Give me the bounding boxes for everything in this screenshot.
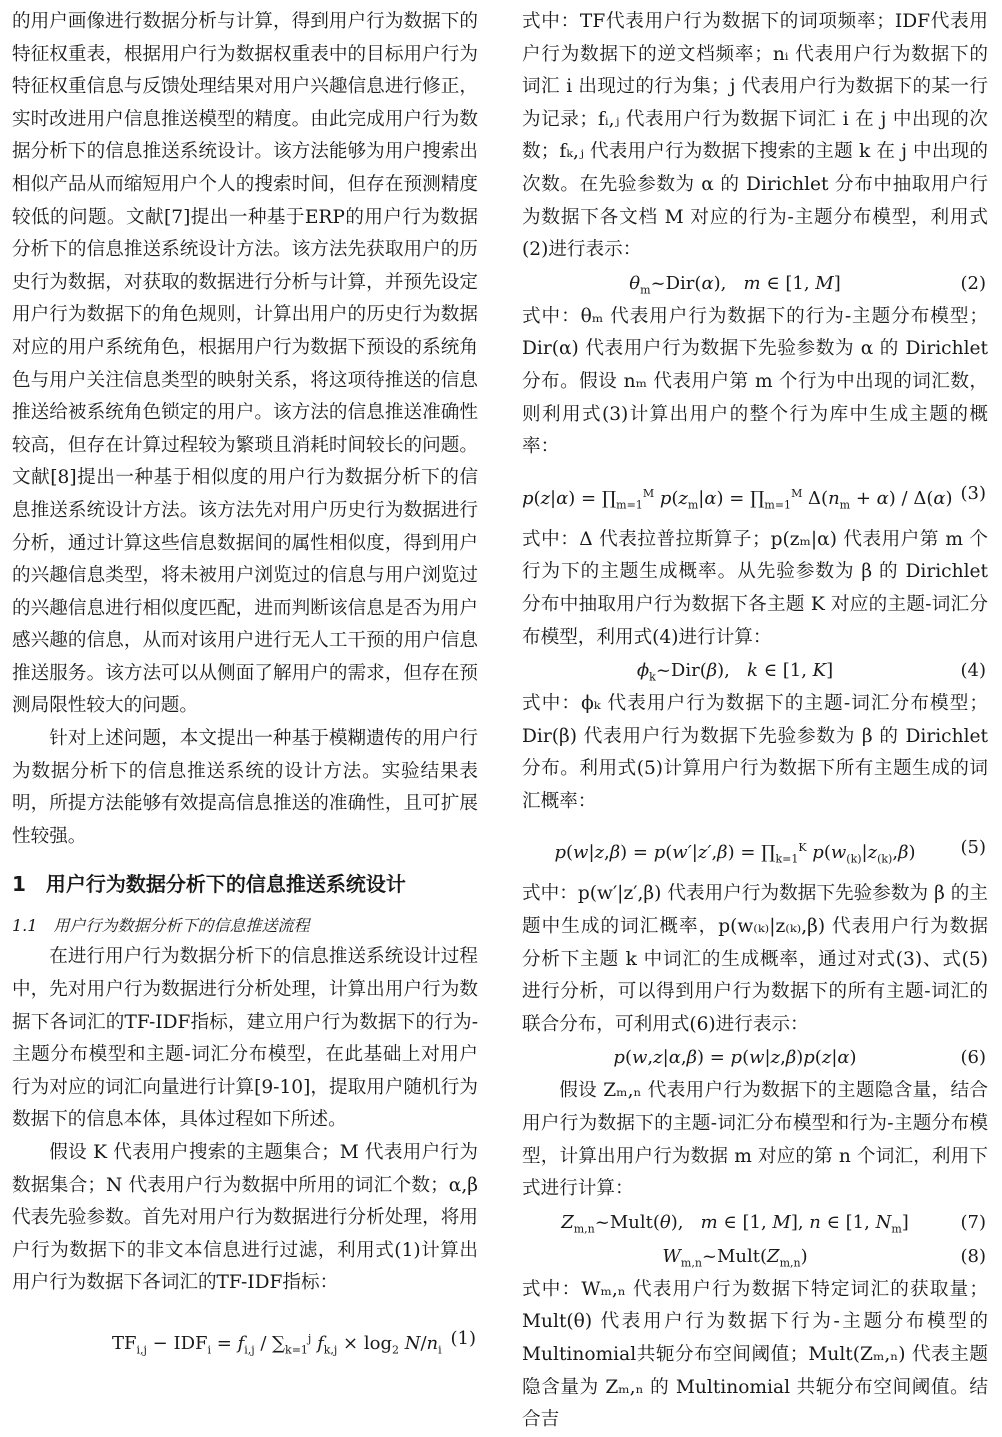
- equation-number: (1): [450, 1327, 476, 1349]
- equation-number: (6): [960, 1047, 986, 1069]
- equation-1-formula: $TF_{i,j} - IDF_i = f_{i,j} / \sum_{k=1}^j$ $f_{k,j} \times \log_2 N/n_i$: [112, 1331, 442, 1357]
- paragraph: 针对上述问题，本文提出一种基于模糊遗传的用户行为数据分析下的信息推送系统的设计方法。实验结果表明，所提方法能够有效提高信息推送的准确性，且可扩展性较强。: [12, 728, 478, 847]
- paragraph: 式中：ϕₖ 代表用户行为数据下的主题-词汇分布模型；Dir(β) 代表用户行为数据下先验参数为 β 的 Dirichlet 分布。利用式(5)计算用户行为数据下所有主题生成的词汇概率：: [522, 693, 988, 812]
- paragraph: 假设 K 代表用户搜索的主题集合；M 代表用户行为数据集合；N 代表用户行为数据中所用的词汇个数；α,β 代表先验参数。首先对用户行为数据进行分析处理，将用户行为数据下的非文本信息进行过滤，利用式(1)计算出用户行为数据下各词汇的TF-IDF指标：: [12, 1142, 478, 1294]
- equation-2: [522, 267, 988, 301]
- paragraph: 式中：p(w′|z′,β) 代表用户行为数据下先验参数为 β 的主题中生成的词汇概率，p(w₍ₖ₎|z₍ₖ₎,β) 代表用户行为数据分析下主题 k 中词汇的生成概率，通过对式(3)、式(5)进行分析，可以得到用户行为数据下的所有主题-词汇的联合分布，可利用式(6)进行表示：: [522, 883, 988, 1035]
- equation-3: [522, 464, 988, 524]
- equation-number: (2): [960, 272, 986, 294]
- equation-5: [522, 818, 988, 878]
- equation-5-formula: $p(w|z,\beta) = p(w'|z',\beta) = \prod_{k=1}^K$ $p(w_{(k)}|z_{(k)},\beta)$: [554, 841, 916, 867]
- equation-3-formula: $p(z|\alpha) = \prod_{m=1}^M$ $p(z_m|\alpha)$ = $\prod_{m=1}^M$ $\Delta(n_m + \alpha) / \Delta(\alpha)$: [522, 486, 953, 512]
- equation-number: (3): [960, 482, 986, 504]
- equation-1: [12, 1300, 478, 1378]
- equation-number: (4): [960, 660, 986, 682]
- paragraph: 的用户画像进行数据分析与计算，得到用户行为数据下的特征权重表，根据用户行为数据权重表中的目标用户行为特征权重信息与反馈处理结果对用户兴趣信息进行修正，实时改进用户信息推送模型的精度。由此完成用户行为数据分析下的信息推送系统设计。该方法能够为用户搜索出相似产品从而缩短用户个人的搜索时间，但存在预测精度较低的问题。文献[7]提出一种基于ERP的用户行为数据分析下的信息推送系统设计方法。该方法先获取用户的历史行为数据，对获取的数据进行分析与计算，并预先设定用户行为数据下的角色规则，计算出用户的历史行为数据对应的用户系统角色，根据用户行为数据下预设的系统角色与用户关注信息类型的映射关系，将这项待推送的信息推送给被系统角色锁定的用户。该方法的信息推送准确性较高，但存在计算过程较为繁琐且消耗时间较长的问题。文献[8]提出一种基于相似度的用户行为数据分析下的信息推送系统设计方法。该方法先对用户历史行为数据进行分析，通过计算这些信息数据间的属性相似度，得到用户的兴趣信息类型，将未被用户浏览过的信息与用户浏览过的兴趣信息进行相似度匹配，进而判断该信息是否为用户感兴趣的信息，从而对该用户进行无人工干预的用户信息推送服务。该方法可以从侧面了解用户的需求，但存在预测局限性较大的问题。: [12, 11, 478, 717]
- equation-2-formula: $\theta_m\sim Dir(\alpha)$, m ∈ [1, M]: [629, 272, 841, 297]
- paragraph: 式中：TF代表用户行为数据下的词项频率；IDF代表用户行为数据下的逆文档频率；nᵢ 代表用户行为数据下的词汇 i 出现过的行为集；j 代表用户行为数据下的某一行为记录；fᵢ,ⱼ 代表用户行为数据下词汇 i 在 j 中出现的次数；fₖ,ⱼ 代表用户行为数据下搜索的主题 k 在 j 中出现的次数。在先验参数为 α 的 Dirichlet 分布中抽取用户行为数据下各文档 M 对应的行为-主题分布模型，利用式(2)进行表示：: [522, 11, 988, 261]
- subsection-heading: 1.1 用户行为数据分析下的信息推送流程: [12, 916, 310, 936]
- paragraph: 在进行用户行为数据分析下的信息推送系统设计过程中，先对用户行为数据进行分析处理，计算出用户行为数据下各词汇的TF-IDF指标，建立用户行为数据下的行为-主题分布模型和主题-词汇分布模型，在此基础上对用户行为对应的词汇向量进行计算[9-10]，提取用户随机行为数据下的信息本体，具体过程如下所述。: [12, 946, 478, 1131]
- paragraph: 式中：Wₘ,ₙ 代表用户行为数据下特定词汇的获取量；Mult(θ) 代表用户行为数据下行为-主题分布模型的Multinomial共轭分布空间阈值；Mult(Zₘ,ₙ) 代表主题隐含量为 Zₘ,ₙ 的 Multinomial 共轭分布空间阈值。结合吉: [522, 1278, 988, 1431]
- paragraph: 式中：Δ 代表拉普拉斯算子；p(zₘ|α) 代表用户第 m 个行为下的主题生成概率。从先验参数为 β 的 Dirichlet 分布中抽取用户行为数据下各主题 K 对应的主题-词汇分布模型，利用式(4)进行计算：: [522, 528, 988, 648]
- section-heading: 1 用户行为数据分析下的信息推送系统设计: [12, 872, 406, 897]
- paragraph: 式中：θₘ 代表用户行为数据下的行为-主题分布模型；Dir(α) 代表用户行为数据下先验参数为 α 的 Dirichlet 分布。假设 nₘ 代表用户第 m 个行为中出现的词汇数，则利用式(3)计算出用户的整个行为库中生成主题的概率：: [522, 305, 988, 458]
- equation-7: [522, 1206, 988, 1240]
- equation-4-formula: $\phi_k\sim Dir(\beta)$, k ∈ [1, K]: [636, 660, 834, 684]
- equation-4: [522, 654, 988, 688]
- equation-number: (7): [960, 1211, 986, 1233]
- equation-7-formula: $Z_{m,n}\sim Mult(\theta)$, m ∈ [1, M], n ∈ [1, $N_m$]: [561, 1211, 909, 1236]
- equation-6-formula: p(w,z|α,β) = p(w|z,β)p(z|α): [613, 1047, 857, 1069]
- equation-number: (5): [960, 837, 986, 859]
- equation-6: [522, 1041, 988, 1075]
- equation-8: [522, 1240, 988, 1274]
- equation-number: (8): [960, 1245, 986, 1267]
- paragraph: 假设 Zₘ,ₙ 代表用户行为数据下的主题隐含量，结合用户行为数据下的主题-词汇分布模型和行为-主题分布模型，计算出用户行为数据 m 对应的第 n 个词汇，利用下式进行计算：: [522, 1080, 988, 1200]
- equation-8-formula: $W_{m,n}\sim Mult(Z_{m,n})$: [662, 1245, 808, 1270]
- left-column: [12, 6, 478, 1378]
- right-column: [522, 6, 988, 1437]
